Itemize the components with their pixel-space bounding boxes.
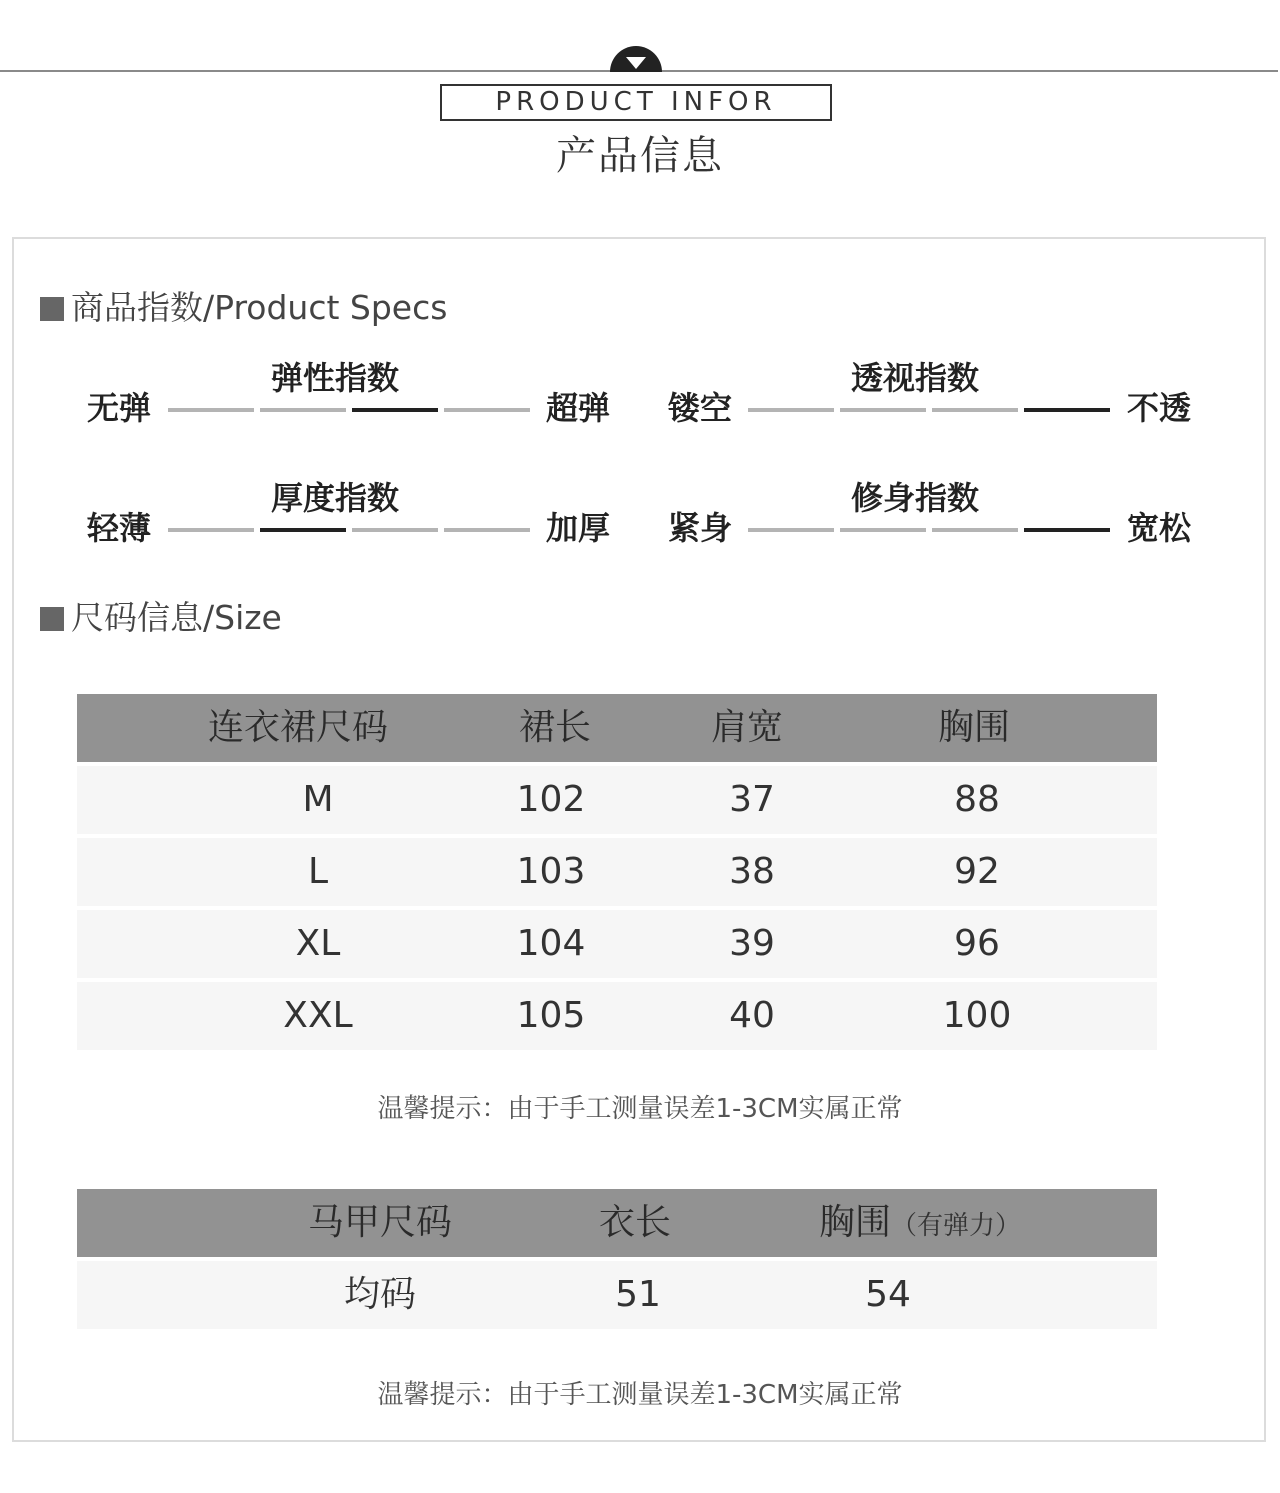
table-cell: 102 <box>516 779 586 820</box>
spec-right-label: 宽松 <box>1127 509 1192 547</box>
table-row <box>77 834 1157 906</box>
table-row <box>77 1257 1157 1329</box>
spec-segment <box>840 408 926 412</box>
spec-segment-selected <box>352 408 438 412</box>
dress-size-table <box>77 694 1157 1050</box>
table-header-cell: 裙长 <box>518 707 592 748</box>
size-section-title: 尺码信息/Size <box>40 598 282 638</box>
specs-section-title: 商品指数/Product Specs <box>40 288 447 328</box>
spec-segment-selected <box>1024 528 1110 532</box>
table-cell: XL <box>295 923 341 964</box>
section-marker-icon <box>40 297 64 321</box>
table-cell: 100 <box>942 995 1012 1036</box>
spec-segment <box>260 408 346 412</box>
spec-segment <box>444 408 530 412</box>
table-cell: 104 <box>516 923 586 964</box>
section-marker-icon <box>40 607 64 631</box>
table-cell: 均码 <box>343 1274 417 1315</box>
table-cell: 51 <box>615 1274 661 1315</box>
table-cell: 39 <box>729 923 775 964</box>
table-cell: 54 <box>865 1274 911 1315</box>
spec-left-label: 镂空 <box>668 389 733 427</box>
spec-segment <box>168 528 254 532</box>
spec-segment <box>444 528 530 532</box>
spec-segment <box>932 408 1018 412</box>
spec-segment <box>840 528 926 532</box>
table-cell: 38 <box>729 851 775 892</box>
measurement-tip: 温馨提示：由于手工测量误差1-3CM实属正常 <box>377 1380 903 1410</box>
table-row <box>77 978 1157 1050</box>
table-header-cell: 胸围（有弹力） <box>818 1202 1022 1243</box>
table-row <box>77 762 1157 834</box>
spec-left-label: 紧身 <box>668 509 733 547</box>
elastic-note: （有弹力） <box>891 1211 1022 1241</box>
header-title-en: PRODUCT INFOR <box>440 84 832 121</box>
spec-title: 弹性指数 <box>270 359 399 397</box>
table-cell: 103 <box>516 851 586 892</box>
spec-right-label: 超弹 <box>546 389 611 427</box>
table-cell: 105 <box>516 995 586 1036</box>
table-header-cell: 衣长 <box>598 1202 672 1243</box>
header-title-cn: 产品信息 <box>556 133 724 179</box>
table-cell: M <box>302 779 334 820</box>
spec-left-label: 轻薄 <box>87 509 152 547</box>
table-header-cell: 胸围 <box>937 707 1011 748</box>
spec-title: 修身指数 <box>850 479 979 517</box>
spec-left-label: 无弹 <box>87 389 152 427</box>
table-row <box>77 906 1157 978</box>
table-cell: 88 <box>954 779 1000 820</box>
table-cell: XXL <box>283 995 353 1036</box>
table-cell: 92 <box>954 851 1000 892</box>
table-header-cell: 连衣裙尺码 <box>207 707 389 748</box>
table-header-cell: 马甲尺码 <box>307 1202 453 1243</box>
spec-segment <box>748 408 834 412</box>
table-cell: 37 <box>729 779 775 820</box>
table-cell: L <box>307 851 329 892</box>
spec-segment <box>748 528 834 532</box>
spec-right-label: 加厚 <box>546 509 611 547</box>
spec-segment-selected <box>1024 408 1110 412</box>
table-cell: 96 <box>954 923 1000 964</box>
spec-segment <box>932 528 1018 532</box>
table-header-row <box>77 694 1157 762</box>
spec-segment-selected <box>260 528 346 532</box>
down-arrow-icon <box>610 46 662 72</box>
spec-segment <box>352 528 438 532</box>
vest-size-table <box>77 1189 1157 1329</box>
measurement-tip: 温馨提示：由于手工测量误差1-3CM实属正常 <box>377 1094 903 1124</box>
spec-title: 厚度指数 <box>270 479 399 517</box>
table-header-cell: 肩宽 <box>710 707 784 748</box>
spec-title: 透视指数 <box>850 359 979 397</box>
spec-segment <box>168 408 254 412</box>
spec-right-label: 不透 <box>1127 389 1192 427</box>
table-cell: 40 <box>729 995 775 1036</box>
table-header-row <box>77 1189 1157 1257</box>
